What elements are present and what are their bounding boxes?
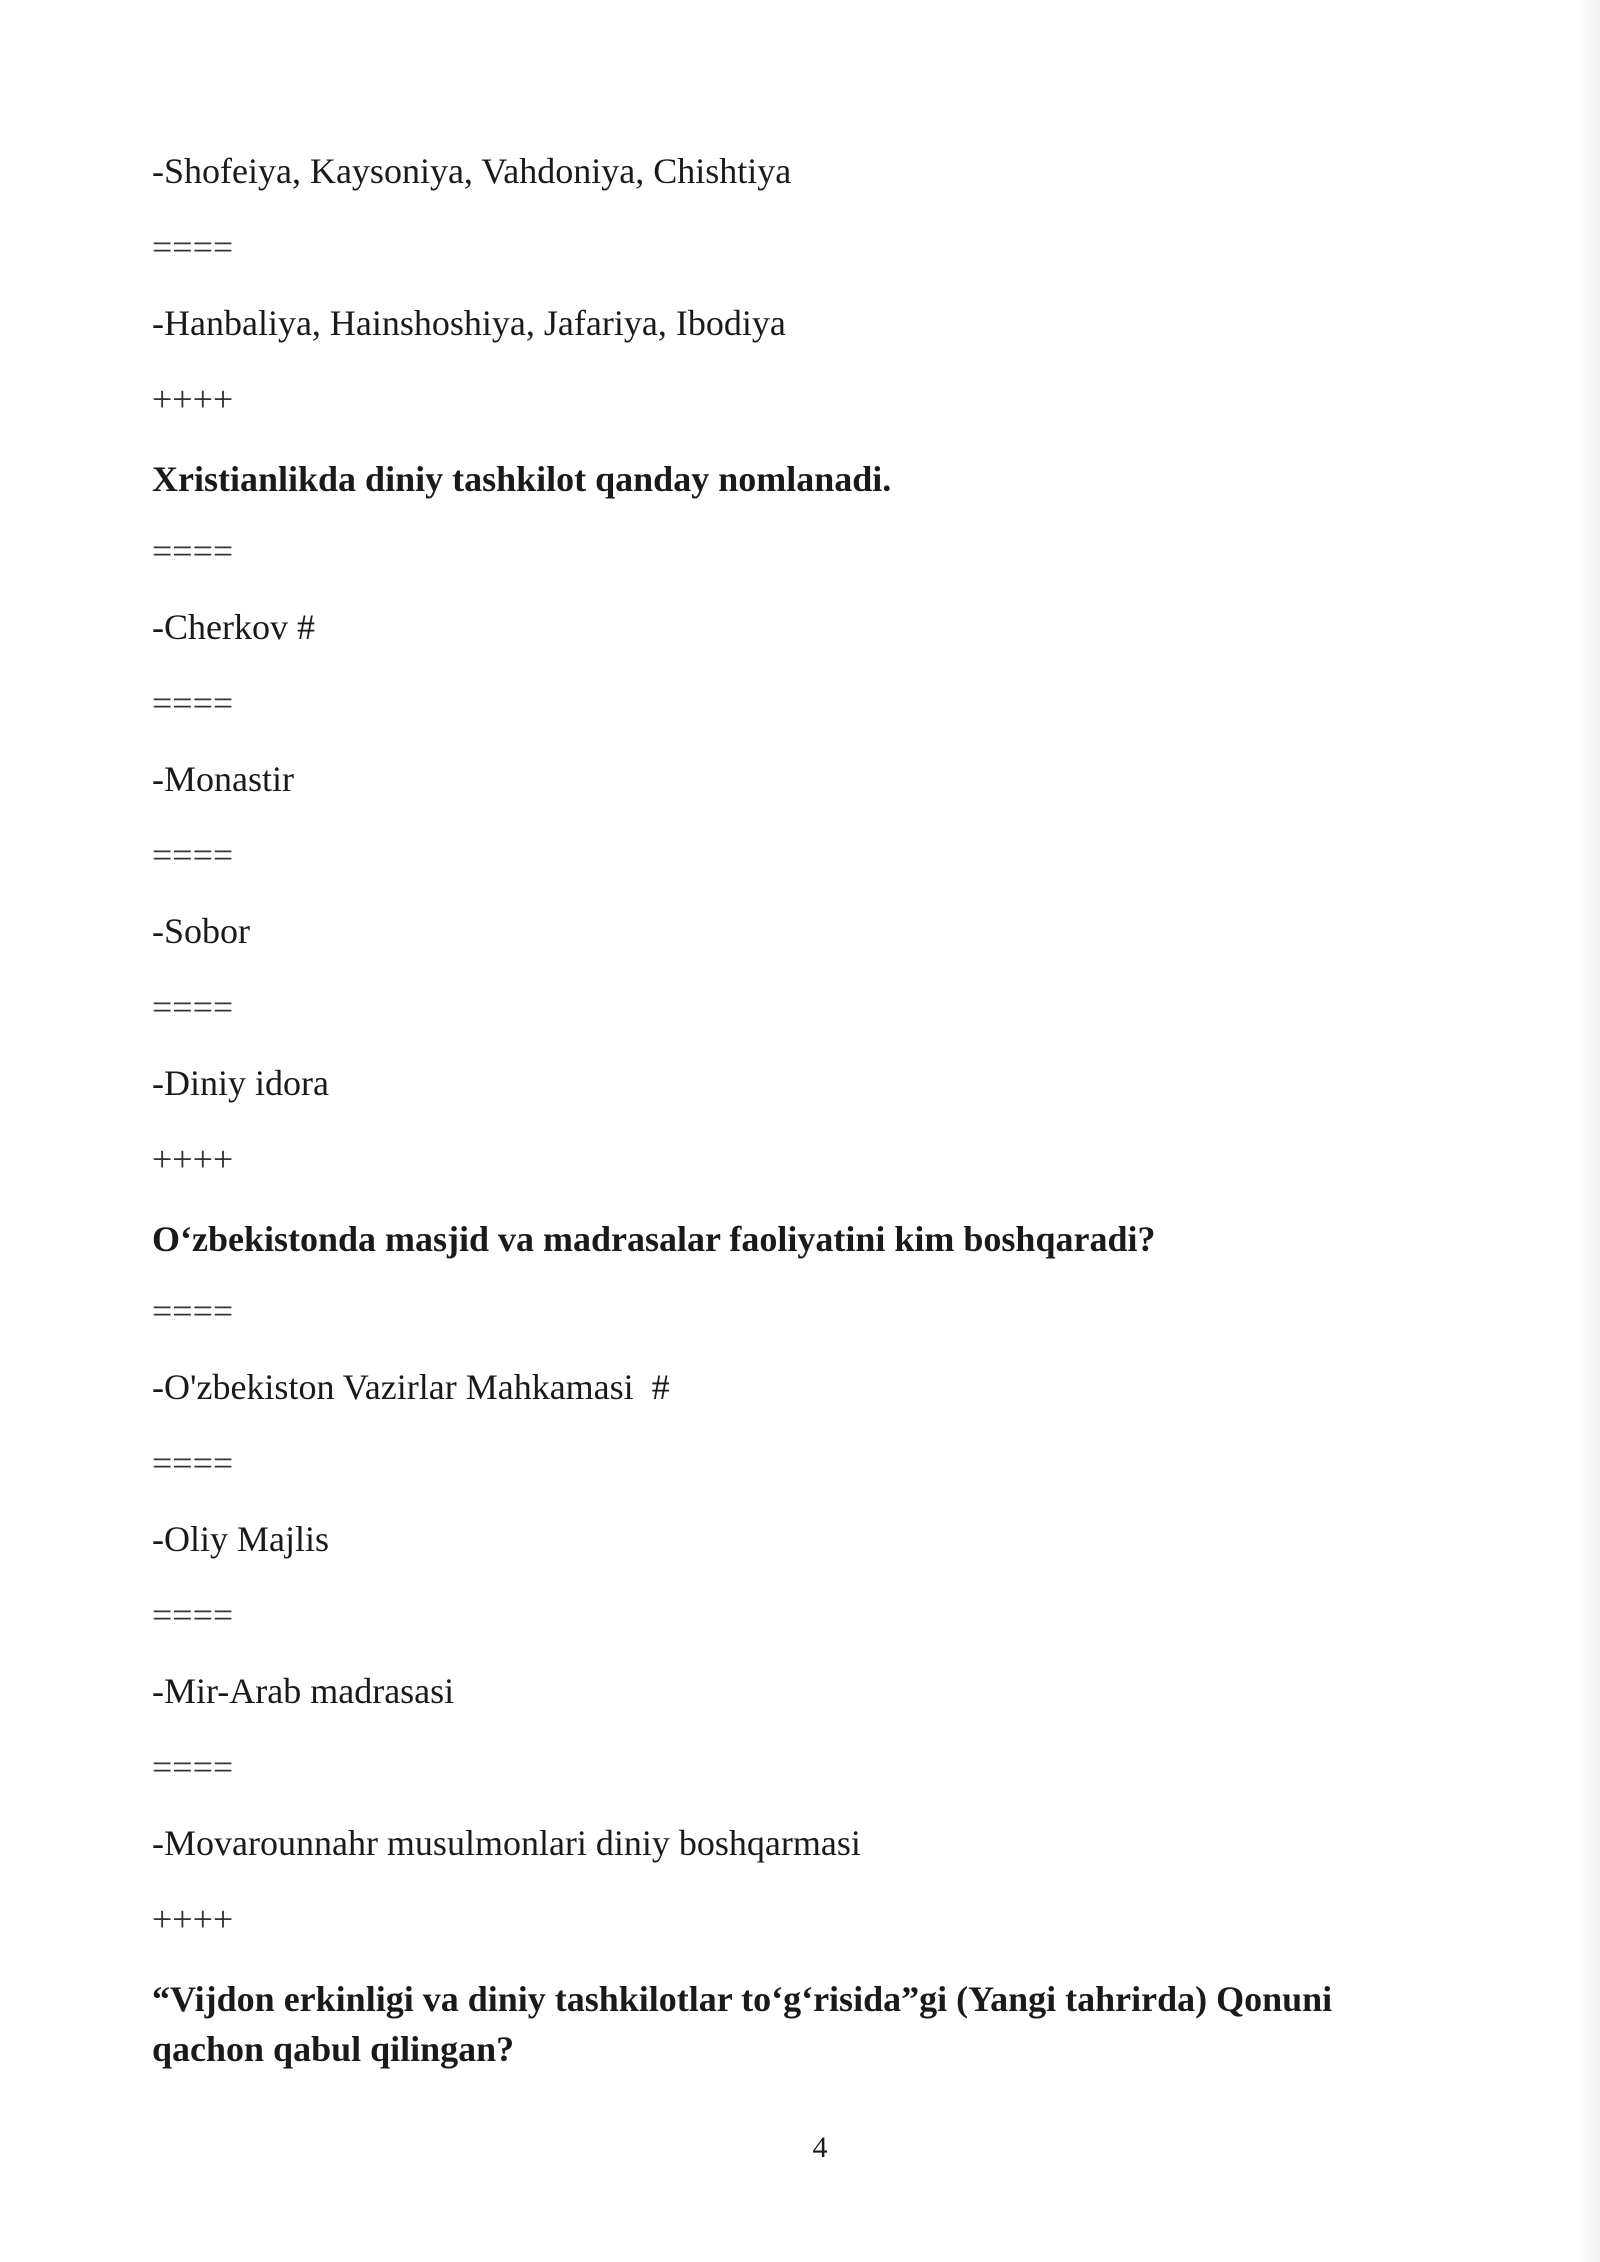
page-number: 4 (812, 2131, 828, 2164)
separator: ==== (152, 1443, 234, 1483)
answer-option: -Diniy idora (152, 1063, 329, 1103)
separator: ==== (152, 683, 234, 723)
question-heading: “Vijdon erkinligi va diniy tashkilotlar to‘g‘risida”gi (Yangi tahrirda) Qonuni qachon qabul qilingan? (152, 1979, 1333, 2069)
question-separator: ++++ (152, 1139, 234, 1179)
document-body (152, 150, 1452, 2100)
answer-option: -Movarounnahr musulmonlari diniy boshqarmasi (152, 1823, 861, 1863)
separator: ==== (152, 835, 234, 875)
answer-option: -O'zbekiston Vazirlar Mahkamasi # (152, 1367, 670, 1407)
answer-option: -Monastir (152, 759, 294, 799)
separator: ==== (152, 227, 234, 267)
answer-option: -Mir-Arab madrasasi (152, 1671, 455, 1711)
answer-option: -Sobor (152, 911, 250, 951)
answer-option: -Oliy Majlis (152, 1519, 329, 1559)
separator: ==== (152, 1747, 234, 1787)
answer-option: -Cherkov # (152, 607, 315, 647)
page-edge-shadow (1578, 0, 1600, 2262)
answer-option: -Hanbaliya, Hainshoshiya, Jafariya, Ibodiya (152, 303, 786, 343)
question-separator: ++++ (152, 379, 234, 419)
separator: ==== (152, 1291, 234, 1331)
question-heading: O‘zbekistonda masjid va madrasalar faoliyatini kim boshqaradi? (152, 1219, 1156, 1259)
separator: ==== (152, 987, 234, 1027)
answer-option: -Shofeiya, Kaysoniya, Vahdoniya, Chishtiya (152, 151, 792, 191)
separator: ==== (152, 1595, 234, 1635)
question-heading: Xristianlikda diniy tashkilot qanday nomlanadi. (152, 459, 892, 499)
separator: ==== (152, 531, 234, 571)
question-separator: ++++ (152, 1899, 234, 1939)
